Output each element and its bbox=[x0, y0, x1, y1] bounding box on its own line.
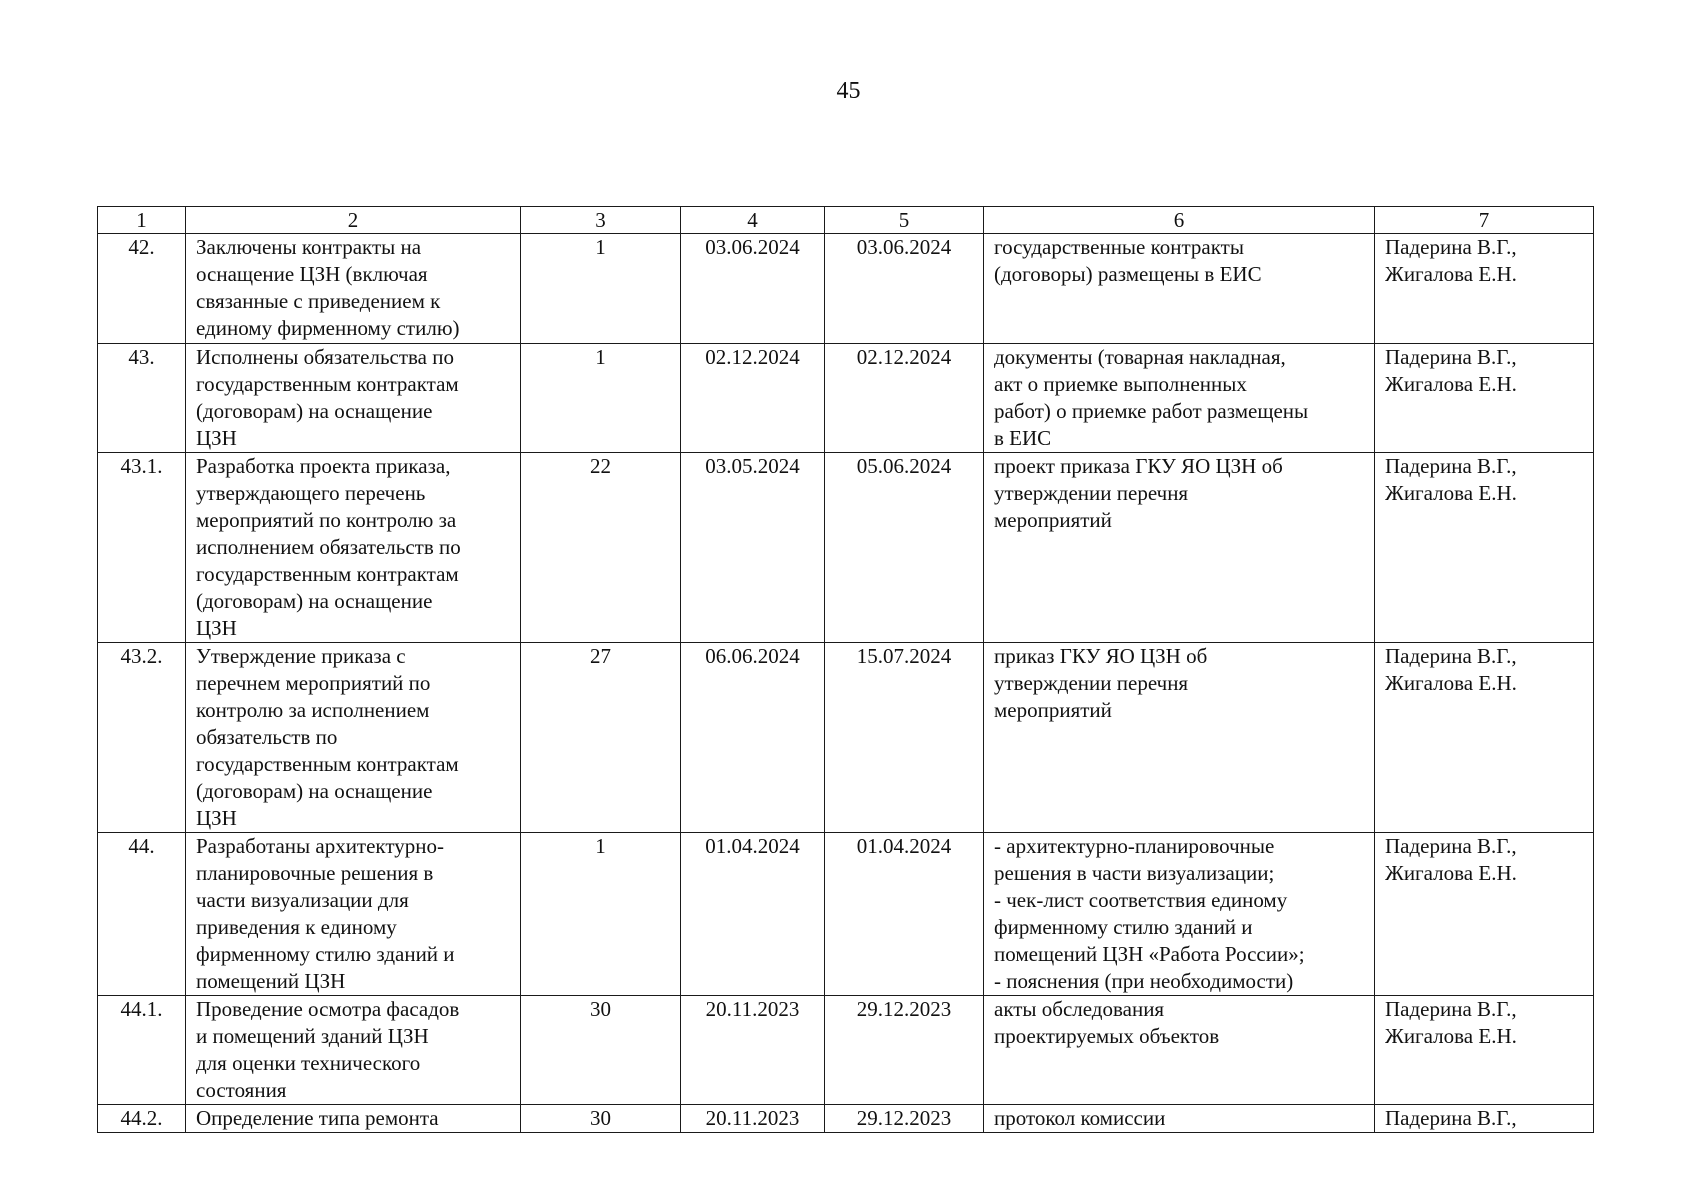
row-number: 44.1. bbox=[98, 996, 186, 1105]
task-description-line: для оценки технического bbox=[196, 1051, 421, 1075]
column-header: 2 bbox=[186, 207, 521, 234]
end-date: 15.07.2024 bbox=[825, 643, 984, 833]
end-date: 29.12.2023 bbox=[825, 1105, 984, 1133]
task-description-line: Исполнены обязательства по bbox=[196, 345, 454, 369]
result-document-line: документы (товарная накладная, bbox=[994, 345, 1286, 369]
task-description-line: мероприятий по контролю за bbox=[196, 508, 457, 532]
responsible-persons-line: Жигалова Е.Н. bbox=[1385, 671, 1517, 695]
table-row bbox=[98, 453, 1594, 643]
result-document bbox=[984, 344, 1375, 453]
task-description-line: Заключены контракты на bbox=[196, 235, 422, 259]
task-description bbox=[186, 1105, 521, 1133]
task-description-line: единому фирменному стилю) bbox=[196, 316, 460, 340]
result-document-line: - чек-лист соответствия единому bbox=[994, 888, 1288, 912]
responsible-persons-line: Падерина В.Г., bbox=[1385, 235, 1517, 259]
task-description-line: контролю за исполнением bbox=[196, 698, 430, 722]
duration-days: 22 bbox=[521, 453, 681, 643]
column-header: 1 bbox=[98, 207, 186, 234]
start-date: 06.06.2024 bbox=[681, 643, 825, 833]
responsible-persons-line: Падерина В.Г., bbox=[1385, 834, 1517, 858]
task-description-line: исполнением обязательств по bbox=[196, 535, 461, 559]
task-description-line: утверждающего перечень bbox=[196, 481, 426, 505]
end-date: 02.12.2024 bbox=[825, 344, 984, 453]
row-number: 43. bbox=[98, 344, 186, 453]
task-description-line: и помещений зданий ЦЗН bbox=[196, 1024, 429, 1048]
result-document bbox=[984, 1105, 1375, 1133]
table-row bbox=[98, 344, 1594, 453]
task-description-line: (договорам) на оснащение bbox=[196, 779, 433, 803]
duration-days: 1 bbox=[521, 234, 681, 344]
responsible-persons bbox=[1375, 643, 1594, 833]
page-number: 45 bbox=[836, 78, 861, 104]
task-description-line: планировочные решения в bbox=[196, 861, 434, 885]
responsible-persons-line: Жигалова Е.Н. bbox=[1385, 372, 1517, 396]
task-description-line: (договорам) на оснащение bbox=[196, 399, 433, 423]
start-date: 03.05.2024 bbox=[681, 453, 825, 643]
responsible-persons bbox=[1375, 833, 1594, 996]
task-description-line: ЦЗН bbox=[196, 426, 237, 450]
responsible-persons-line: Жигалова Е.Н. bbox=[1385, 1024, 1517, 1048]
result-document-line: утверждении перечня bbox=[994, 481, 1189, 505]
responsible-persons-line: Падерина В.Г., bbox=[1385, 454, 1517, 478]
responsible-persons-line: Падерина В.Г., bbox=[1385, 1106, 1517, 1130]
task-description-line: Утверждение приказа с bbox=[196, 644, 406, 668]
task-description-line: оснащение ЦЗН (включая bbox=[196, 262, 428, 286]
result-document-line: работ) о приемке работ размещены bbox=[994, 399, 1309, 423]
task-description-line: государственным контрактам bbox=[196, 372, 459, 396]
result-document bbox=[984, 996, 1375, 1105]
result-document bbox=[984, 453, 1375, 643]
table-row bbox=[98, 1105, 1594, 1133]
task-description-line: ЦЗН bbox=[196, 806, 237, 830]
task-description-line: обязательств по bbox=[196, 725, 338, 749]
duration-days: 1 bbox=[521, 344, 681, 453]
task-description-line: Разработаны архитектурно- bbox=[196, 834, 444, 858]
column-header: 5 bbox=[825, 207, 984, 234]
responsible-persons-line: Падерина В.Г., bbox=[1385, 644, 1517, 668]
row-number: 44.2. bbox=[98, 1105, 186, 1133]
result-document bbox=[984, 234, 1375, 344]
result-document-line: акт о приемке выполненных bbox=[994, 372, 1247, 396]
result-document-line: государственные контракты bbox=[994, 235, 1244, 259]
responsible-persons-line: Жигалова Е.Н. bbox=[1385, 481, 1517, 505]
responsible-persons-line: Падерина В.Г., bbox=[1385, 997, 1517, 1021]
table-row bbox=[98, 996, 1594, 1105]
column-header: 6 bbox=[984, 207, 1375, 234]
result-document-line: протокол комиссии bbox=[994, 1106, 1166, 1130]
task-description-line: приведения к единому bbox=[196, 915, 397, 939]
column-header: 3 bbox=[521, 207, 681, 234]
responsible-persons bbox=[1375, 996, 1594, 1105]
result-document-line: мероприятий bbox=[994, 698, 1112, 722]
result-document-line: в ЕИС bbox=[994, 426, 1052, 450]
responsible-persons bbox=[1375, 453, 1594, 643]
responsible-persons bbox=[1375, 344, 1594, 453]
responsible-persons bbox=[1375, 1105, 1594, 1133]
task-description-line: (договорам) на оснащение bbox=[196, 589, 433, 613]
task-description bbox=[186, 344, 521, 453]
plan-table bbox=[97, 206, 1594, 1133]
task-description-line: перечнем мероприятий по bbox=[196, 671, 431, 695]
duration-days: 30 bbox=[521, 1105, 681, 1133]
result-document-line: фирменному стилю зданий и bbox=[994, 915, 1253, 939]
start-date: 02.12.2024 bbox=[681, 344, 825, 453]
task-description-line: состояния bbox=[196, 1078, 287, 1102]
responsible-persons bbox=[1375, 234, 1594, 344]
column-header: 7 bbox=[1375, 207, 1594, 234]
task-description-line: государственным контрактам bbox=[196, 752, 459, 776]
row-number: 43.1. bbox=[98, 453, 186, 643]
end-date: 01.04.2024 bbox=[825, 833, 984, 996]
result-document bbox=[984, 833, 1375, 996]
row-number: 42. bbox=[98, 234, 186, 344]
task-description-line: фирменному стилю зданий и bbox=[196, 942, 455, 966]
end-date: 05.06.2024 bbox=[825, 453, 984, 643]
task-description-line: ЦЗН bbox=[196, 616, 237, 640]
start-date: 03.06.2024 bbox=[681, 234, 825, 344]
task-description-line: Разработка проекта приказа, bbox=[196, 454, 451, 478]
table-row bbox=[98, 234, 1594, 344]
result-document bbox=[984, 643, 1375, 833]
row-number: 43.2. bbox=[98, 643, 186, 833]
duration-days: 27 bbox=[521, 643, 681, 833]
task-description-line: помещений ЦЗН bbox=[196, 969, 346, 993]
responsible-persons-line: Падерина В.Г., bbox=[1385, 345, 1517, 369]
result-document-line: утверждении перечня bbox=[994, 671, 1189, 695]
result-document-line: проектируемых объектов bbox=[994, 1024, 1220, 1048]
responsible-persons-line: Жигалова Е.Н. bbox=[1385, 861, 1517, 885]
task-description-line: части визуализации для bbox=[196, 888, 409, 912]
task-description-line: государственным контрактам bbox=[196, 562, 459, 586]
start-date: 20.11.2023 bbox=[681, 1105, 825, 1133]
task-description bbox=[186, 234, 521, 344]
end-date: 29.12.2023 bbox=[825, 996, 984, 1105]
table-row bbox=[98, 643, 1594, 833]
result-document-line: (договоры) размещены в ЕИС bbox=[994, 262, 1262, 286]
result-document-line: - пояснения (при необходимости) bbox=[994, 969, 1294, 993]
task-description-line: связанные с приведением к bbox=[196, 289, 441, 313]
table-row bbox=[98, 833, 1594, 996]
duration-days: 30 bbox=[521, 996, 681, 1105]
table-header-row bbox=[98, 207, 1594, 234]
result-document-line: проект приказа ГКУ ЯО ЦЗН об bbox=[994, 454, 1283, 478]
task-description-line: Определение типа ремонта bbox=[196, 1106, 439, 1130]
result-document-line: решения в части визуализации; bbox=[994, 861, 1275, 885]
duration-days: 1 bbox=[521, 833, 681, 996]
result-document-line: мероприятий bbox=[994, 508, 1112, 532]
task-description bbox=[186, 643, 521, 833]
column-header: 4 bbox=[681, 207, 825, 234]
start-date: 20.11.2023 bbox=[681, 996, 825, 1105]
responsible-persons-line: Жигалова Е.Н. bbox=[1385, 262, 1517, 286]
result-document-line: акты обследования bbox=[994, 997, 1165, 1021]
result-document-line: помещений ЦЗН «Работа России»; bbox=[994, 942, 1305, 966]
row-number: 44. bbox=[98, 833, 186, 996]
end-date: 03.06.2024 bbox=[825, 234, 984, 344]
task-description bbox=[186, 996, 521, 1105]
task-description bbox=[186, 833, 521, 996]
task-description bbox=[186, 453, 521, 643]
start-date: 01.04.2024 bbox=[681, 833, 825, 996]
result-document-line: приказ ГКУ ЯО ЦЗН об bbox=[994, 644, 1208, 668]
result-document-line: - архитектурно-планировочные bbox=[994, 834, 1275, 858]
task-description-line: Проведение осмотра фасадов bbox=[196, 997, 460, 1021]
